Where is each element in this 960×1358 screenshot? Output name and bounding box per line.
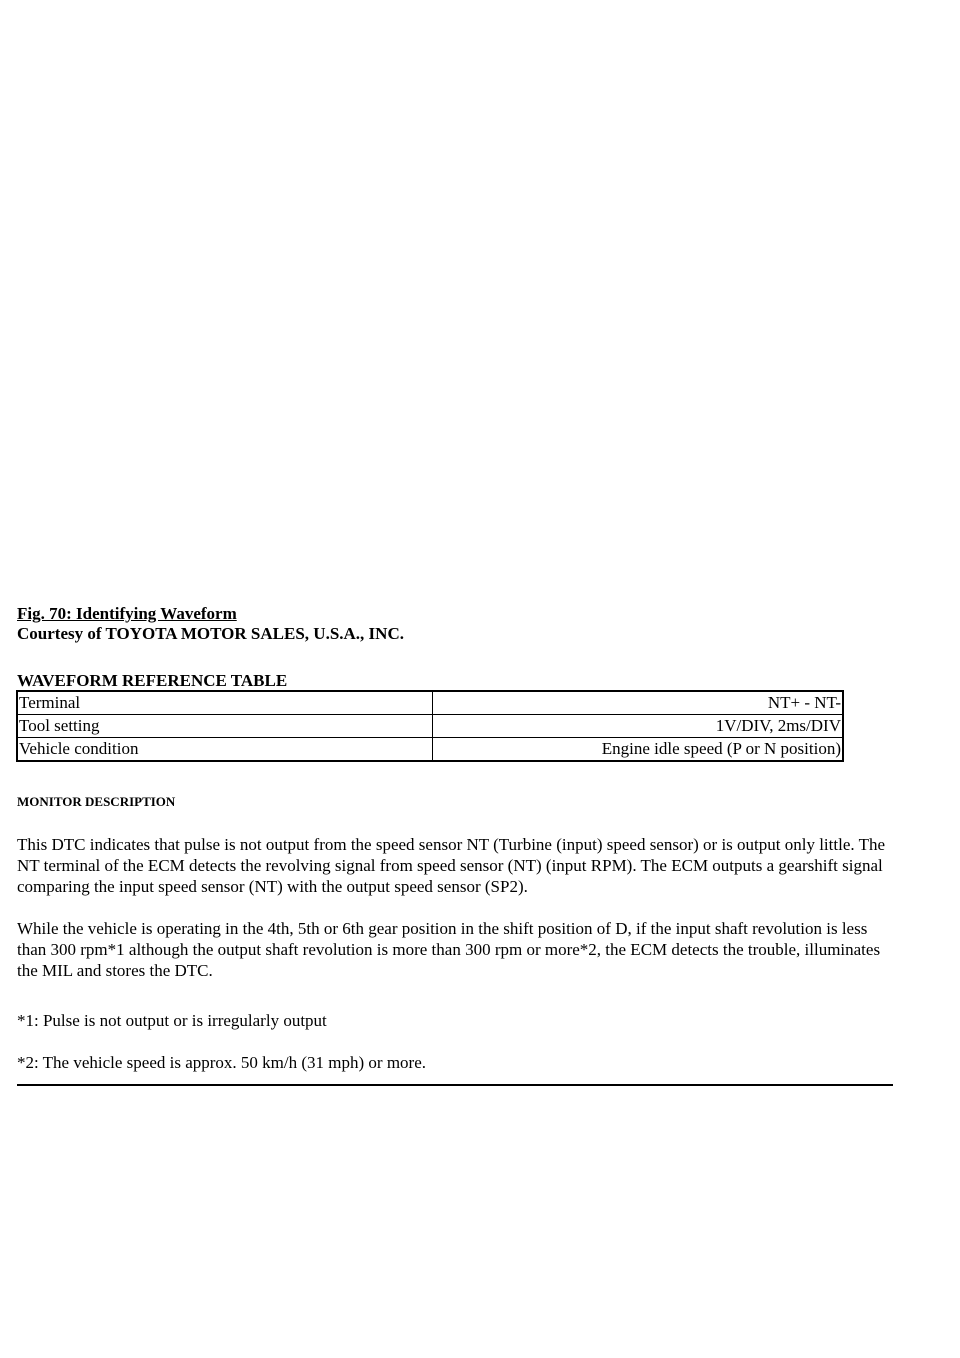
row-value-vehicle-condition: Engine idle speed (P or N position) [433,738,844,762]
figure-image-area [17,20,893,600]
paragraph-dtc-indication: This DTC indicates that pulse is not output from the speed sensor NT (Turbine (input) speed sensor) or is output only little. The NT terminal of the ECM detects the revolving signal from speed sensor (NT) (input RPM). The ECM outputs a gearshift signal comparing the input speed sensor (NT) with the output speed sensor (SP2). [17,835,885,896]
section-heading: MONITOR DESCRIPTION [17,794,176,809]
row-label-terminal: Terminal [17,691,433,715]
figure-credit: Courtesy of TOYOTA MOTOR SALES, U.S.A., INC. [17,624,404,643]
table-title: WAVEFORM REFERENCE TABLE [17,671,288,690]
paragraph-detection-condition: While the vehicle is operating in the 4th, 5th or 6th gear position in the shift position of D, if the input shaft revolution is less than 300 rpm*1 although the output shaft revolution is more than 300 rpm or more*2, the ECM detects the trouble, illuminates the MIL and stores the DTC. [17,919,881,980]
table-row [17,738,843,762]
row-label-tool-setting: Tool setting [17,715,433,738]
figure-title: Fig. 70: Identifying Waveform [17,604,237,623]
row-label-vehicle-condition: Vehicle condition [17,738,433,762]
bottom-divider [17,1084,893,1086]
row-value-terminal: NT+ - NT- [433,691,844,715]
row-value-tool-setting: 1V/DIV, 2ms/DIV [433,715,844,738]
table-row [17,715,843,738]
waveform-reference-table [16,690,844,762]
footnote-2: *2: The vehicle speed is approx. 50 km/h (31 mph) or more. [17,1053,427,1072]
footnote-1: *1: Pulse is not output or is irregularly output [17,1011,327,1030]
table-row [17,691,843,715]
